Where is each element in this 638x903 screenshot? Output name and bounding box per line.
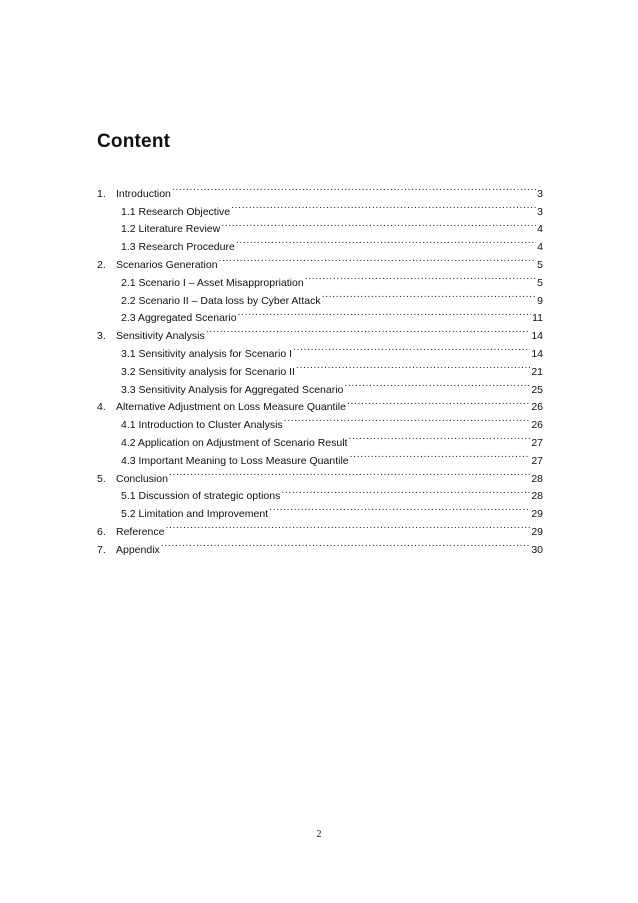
dot-leader <box>165 517 530 535</box>
dot-leader <box>305 268 536 286</box>
dot-leader <box>281 482 530 500</box>
toc-entry-title: 2.3 Aggregated Scenario <box>121 312 237 325</box>
toc-entry-title: 1.1 Research Objective <box>121 205 231 218</box>
toc-entry-page-number: 3 <box>537 205 543 218</box>
dot-leader <box>344 375 530 393</box>
toc-entry-page-number: 9 <box>537 294 543 307</box>
toc-entry-page-number: 21 <box>531 365 543 378</box>
toc-heading: Content <box>97 131 171 152</box>
toc-entry-number: 5. <box>97 472 106 485</box>
toc-entry-title: Reference <box>116 525 165 538</box>
page-number: 2 <box>316 829 322 840</box>
dot-leader <box>172 179 536 197</box>
toc-entry-page-number: 26 <box>531 419 543 432</box>
table-of-contents <box>97 179 543 556</box>
dot-leader <box>284 410 531 428</box>
dot-leader <box>231 197 536 215</box>
dot-leader <box>221 215 536 233</box>
toc-entry-page-number: 25 <box>531 383 543 396</box>
toc-entry-page-number: 3 <box>537 187 543 200</box>
toc-entry-number: 1. <box>97 187 106 200</box>
toc-entry-page-number: 27 <box>531 436 543 449</box>
dot-leader <box>219 250 536 268</box>
toc-entry-title: 4.3 Important Meaning to Loss Measure Quantile <box>121 454 349 467</box>
toc-entry-page-number: 29 <box>531 508 543 521</box>
toc-entry-title: Introduction <box>116 187 171 200</box>
toc-entry-page-number: 14 <box>531 347 543 360</box>
toc-entry-title: 1.2 Literature Review <box>121 223 221 236</box>
toc-entry-title: 4.2 Application on Adjustment of Scenario Result <box>121 436 348 449</box>
dot-leader <box>236 232 536 250</box>
toc-entry-title: Appendix <box>116 543 160 556</box>
toc-entry-page-number: 14 <box>531 330 543 343</box>
toc-entry-number: 6. <box>97 525 106 538</box>
toc-entry-title: 2.2 Scenario II – Data loss by Cyber Attack <box>121 294 321 307</box>
toc-entry-title: 5.1 Discussion of strategic options <box>121 490 281 503</box>
toc-entry[interactable] <box>97 535 543 556</box>
toc-entry-page-number: 28 <box>531 490 543 503</box>
toc-entry-page-number: 28 <box>531 472 543 485</box>
toc-entry-page-number: 11 <box>532 312 543 325</box>
dot-leader <box>169 464 530 482</box>
toc-entry-page-number: 4 <box>537 223 543 236</box>
toc-entry-number: 3. <box>97 330 106 343</box>
toc-entry-page-number: 4 <box>537 241 543 254</box>
toc-entry-title: 4.1 Introduction to Cluster Analysis <box>121 419 283 432</box>
toc-entry-page-number: 5 <box>537 276 543 289</box>
toc-entry-title: 3.3 Sensitivity Analysis for Aggregated Scenario <box>121 383 344 396</box>
dot-leader <box>350 446 531 464</box>
toc-entry-title: Scenarios Generation <box>116 258 218 271</box>
toc-entry-title: 3.1 Sensitivity analysis for Scenario I <box>121 347 292 360</box>
toc-entry-page-number: 26 <box>531 401 543 414</box>
toc-entry-title: 3.2 Sensitivity analysis for Scenario II <box>121 365 295 378</box>
toc-entry-page-number: 27 <box>531 454 543 467</box>
toc-entry-title: Conclusion <box>116 472 168 485</box>
dot-leader <box>269 499 530 517</box>
dot-leader <box>293 339 530 357</box>
toc-entry-number: 4. <box>97 401 106 414</box>
toc-entry-title: 5.2 Limitation and Improvement <box>121 508 269 521</box>
dot-leader <box>347 393 530 411</box>
toc-entry-page-number: 5 <box>537 258 543 271</box>
toc-entry-number: 7. <box>97 543 106 556</box>
toc-entry-title: Sensitivity Analysis <box>116 330 205 343</box>
toc-entry-page-number: 30 <box>531 543 543 556</box>
dot-leader <box>238 304 532 322</box>
toc-entry-title: 1.3 Research Procedure <box>121 241 235 254</box>
toc-entry-page-number: 29 <box>531 525 543 538</box>
toc-entry-title: Alternative Adjustment on Loss Measure Quantile <box>116 401 346 414</box>
dot-leader <box>348 428 530 446</box>
toc-entry[interactable] <box>97 179 543 200</box>
dot-leader <box>322 286 536 304</box>
dot-leader <box>296 357 530 375</box>
toc-entry-number: 2. <box>97 258 106 271</box>
dot-leader <box>206 321 531 339</box>
dot-leader <box>161 535 531 553</box>
toc-entry-title: 2.1 Scenario I – Asset Misappropriation <box>121 276 304 289</box>
